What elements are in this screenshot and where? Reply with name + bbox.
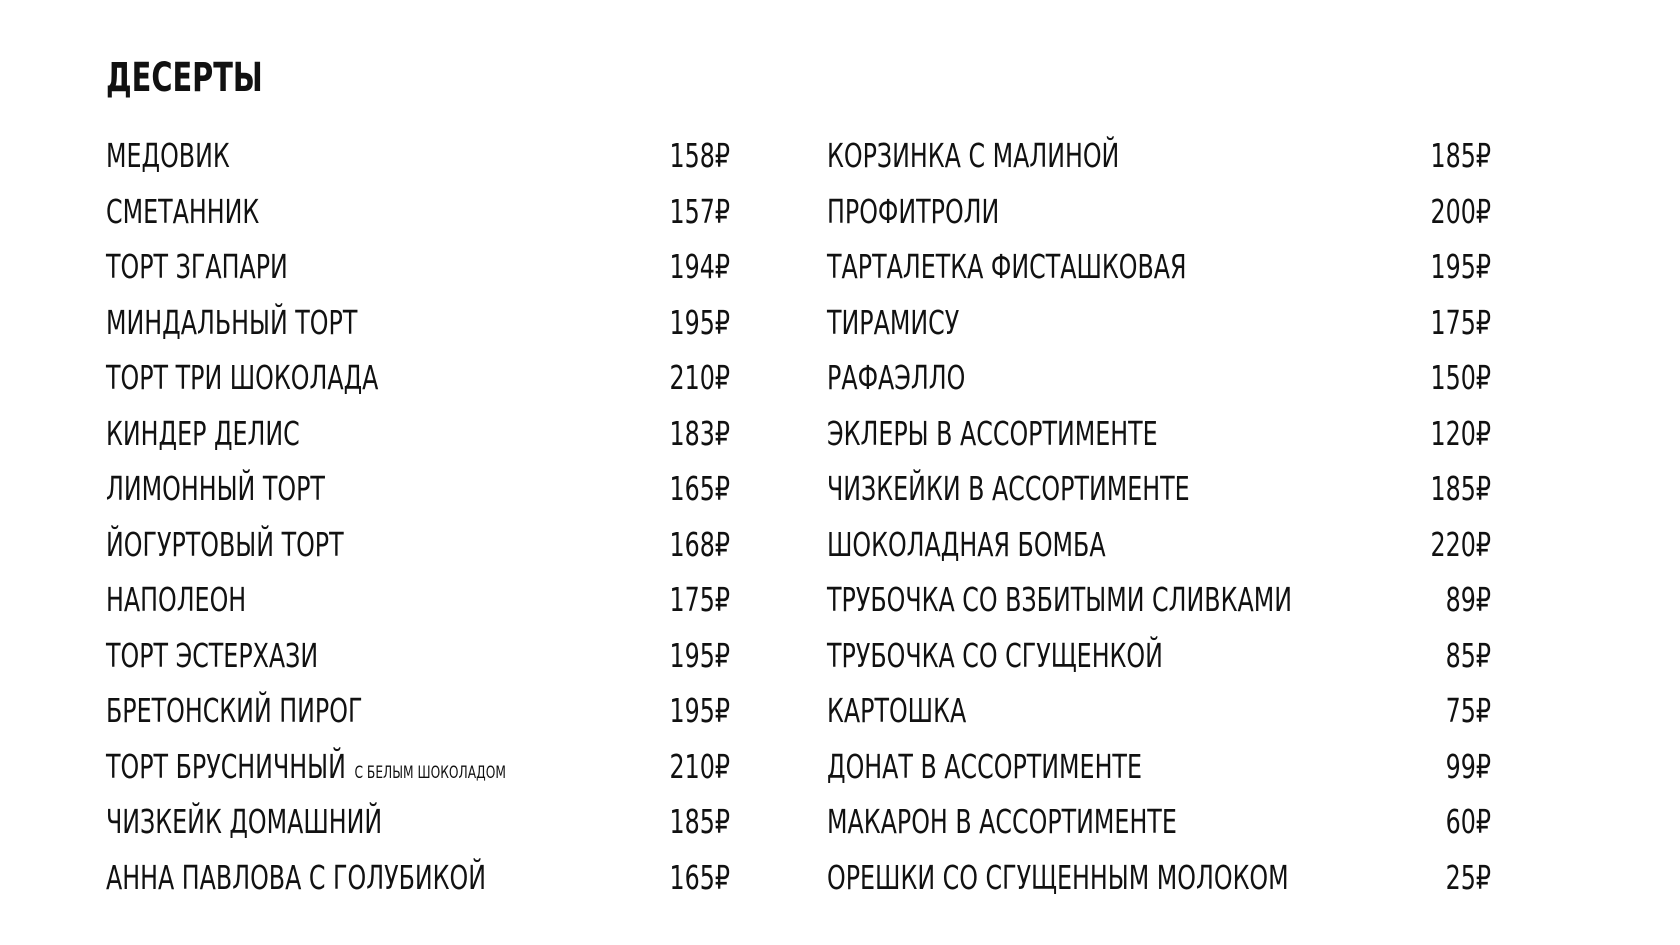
item-price: 195₽ [669,302,730,342]
item-name: ТОРТ ТРИ ШОКОЛАДА [106,358,379,397]
menu-column-right [827,128,1491,905]
item-price: 165₽ [669,469,730,508]
item-name-with-note [106,739,506,801]
menu-item [106,239,730,295]
item-price: 210₽ [669,746,730,786]
item-price: 194₽ [669,247,730,286]
menu-item [106,461,730,517]
item-note: С БЕЛЫМ ШОКОЛАДОМ [354,762,506,783]
item-name: ПРОФИТРОЛИ [827,191,1000,231]
item-name: МЕДОВИК [106,136,230,175]
item-price: 185₽ [669,802,730,841]
item-price: 75₽ [1445,691,1491,730]
item-name: БРЕТОНСКИЙ ПИРОГ [106,691,363,730]
item-name: ТОРТ ЭСТЕРХАЗИ [106,635,319,675]
menu-item [106,850,730,906]
menu-item [106,406,730,462]
item-name: ТРУБОЧКА СО ВЗБИТЫМИ СЛИВКАМИ [827,580,1292,619]
item-name: КИНДЕР ДЕЛИС [106,413,300,453]
item-name: СМЕТАННИК [106,191,260,231]
menu-item [827,239,1491,295]
item-price: 175₽ [1430,302,1491,342]
item-name: ЙОГУРТОВЫЙ ТОРТ [106,524,344,564]
menu-item [106,184,730,240]
item-name: МИНДАЛЬНЫЙ ТОРТ [106,302,358,342]
item-price: 99₽ [1445,746,1491,786]
item-price: 195₽ [669,635,730,675]
item-price: 195₽ [669,691,730,730]
item-name: ТИРАМИСУ [827,302,960,342]
item-name: ОРЕШКИ СО СГУЩЕННЫМ МОЛОКОМ [827,857,1289,897]
item-name: ТАРТАЛЕТКА ФИСТАШКОВАЯ [827,247,1187,286]
item-price: 60₽ [1445,802,1491,841]
menu-item [827,794,1491,850]
item-name: ТОРТ БРУСНИЧНЫЙ [106,746,346,786]
item-price: 220₽ [1430,524,1491,564]
item-name: КАРТОШКА [827,691,967,730]
item-price: 195₽ [1430,247,1491,286]
item-name: ЭКЛЕРЫ В АССОРТИМЕНТЕ [827,413,1158,453]
item-name: РАФАЭЛЛО [827,358,966,397]
menu-item [827,461,1491,517]
menu-item [827,406,1491,462]
menu-item [106,128,730,184]
menu-item [106,517,730,573]
menu-item [106,794,730,850]
item-price: 85₽ [1445,635,1491,675]
menu-item [106,350,730,406]
item-price: 210₽ [669,358,730,397]
item-name: КОРЗИНКА С МАЛИНОЙ [827,136,1120,175]
menu-item [827,517,1491,573]
menu-column-left [106,128,730,905]
item-price: 175₽ [669,580,730,619]
menu-item [827,295,1491,351]
item-price: 185₽ [1430,136,1491,175]
item-price: 120₽ [1430,413,1491,453]
menu-item [827,128,1491,184]
menu-item [827,350,1491,406]
item-price: 89₽ [1445,580,1491,619]
item-name: ТОРТ ЗГАПАРИ [106,247,288,286]
item-name: ЧИЗКЕЙКИ В АССОРТИМЕНТЕ [827,469,1190,508]
item-price: 183₽ [669,413,730,453]
item-price: 158₽ [669,136,730,175]
menu-item [106,683,730,739]
item-name: НАПОЛЕОН [106,580,247,619]
item-name: ЧИЗКЕЙК ДОМАШНИЙ [106,802,383,841]
menu-item [827,850,1491,906]
item-price: 25₽ [1445,857,1491,897]
menu-title: ДЕСЕРТЫ [106,55,263,101]
item-name: ТРУБОЧКА СО СГУЩЕНКОЙ [827,635,1163,675]
menu-item [827,739,1491,795]
menu-item [827,572,1491,628]
item-price: 168₽ [669,524,730,564]
item-price: 157₽ [669,191,730,231]
menu-item [106,739,730,795]
item-price: 185₽ [1430,469,1491,508]
menu-item [106,295,730,351]
item-name: АННА ПАВЛОВА С ГОЛУБИКОЙ [106,857,486,897]
menu-item [106,628,730,684]
item-name: ДОНАТ В АССОРТИМЕНТЕ [827,746,1142,786]
menu-item [827,683,1491,739]
item-name: ШОКОЛАДНАЯ БОМБА [827,524,1106,564]
item-price: 200₽ [1430,191,1491,231]
menu-item [827,628,1491,684]
menu-item [827,184,1491,240]
item-name: МАКАРОН В АССОРТИМЕНТЕ [827,802,1177,841]
menu-item [106,572,730,628]
item-name: ЛИМОННЫЙ ТОРТ [106,469,325,508]
item-price: 165₽ [669,857,730,897]
item-price: 150₽ [1430,358,1491,397]
